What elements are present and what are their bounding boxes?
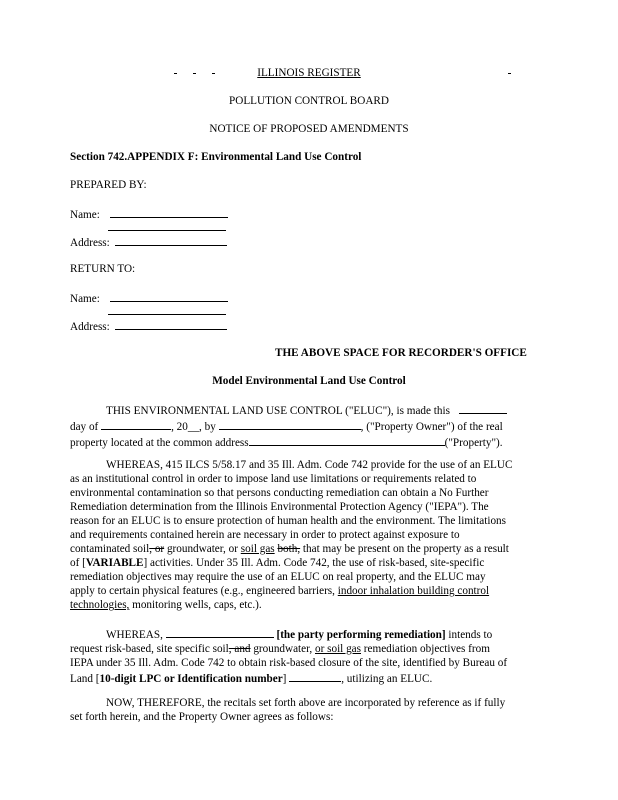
p2-line3: environmental contamination so that persons conducting remediation can obtain a No Further bbox=[70, 487, 489, 499]
prepared-by-address-field[interactable] bbox=[115, 234, 227, 246]
p1-owner-blank[interactable] bbox=[219, 418, 361, 430]
p3-line3: IEPA under 35 Ill. Adm. Code 742 to obtain risk-based closure of the site, identified by Bureau of bbox=[70, 657, 508, 669]
header-right-marks bbox=[500, 66, 519, 80]
p2-line4: Remediation determination from the Illinois Environmental Protection Agency ("IEPA"). The bbox=[70, 501, 489, 513]
p2-line6: and requirements contained herein are necessary in order to protect against exposure to bbox=[70, 529, 460, 541]
p1-property-owner: , ("Property Owner") of the real bbox=[360, 421, 503, 433]
return-to-blank-line[interactable] bbox=[108, 303, 226, 319]
header-board: POLLUTION CONTROL BOARD bbox=[229, 95, 389, 107]
p2-indoor-inhalation: indoor inhalation building control bbox=[337, 585, 490, 597]
p2-of: of [ bbox=[70, 557, 86, 569]
paragraph-eluc-intro bbox=[70, 402, 548, 450]
p3-party-performing: [the party performing remediation] bbox=[276, 629, 446, 641]
p3-or-soil-gas: or soil gas bbox=[315, 643, 361, 655]
p2-line10-start: apply to certain physical features (e.g., engineered barriers, bbox=[70, 585, 335, 597]
p2-line7-end: that may be present on the property as a result bbox=[302, 543, 509, 555]
p2-soil-gas: soil gas bbox=[240, 543, 275, 555]
p2-groundwater: groundwater, or bbox=[166, 543, 238, 555]
header-notice: NOTICE OF PROPOSED AMENDMENTS bbox=[209, 123, 409, 135]
paragraph-now-therefore bbox=[70, 696, 548, 724]
p3-line2-end: remediation objectives from bbox=[363, 643, 490, 655]
p2-struck-both: both, bbox=[277, 543, 301, 555]
return-to-heading: RETURN TO: bbox=[70, 263, 136, 275]
p3-bracket: ] bbox=[282, 673, 287, 685]
section-title: Section 742.APPENDIX F: Environmental Land Use Control bbox=[70, 151, 362, 163]
p3-whereas: WHEREAS, bbox=[106, 629, 163, 641]
p1-day-of: day of bbox=[70, 421, 99, 433]
p3-party-blank[interactable] bbox=[166, 626, 274, 638]
p2-line11-end: monitoring wells, caps, etc.). bbox=[132, 599, 262, 611]
p4-line2: set forth herein, and the Property Owner agrees as follows: bbox=[70, 711, 334, 723]
p1-address-blank[interactable] bbox=[249, 434, 445, 446]
prepared-by-address-row bbox=[70, 234, 227, 250]
p1-day-blank[interactable] bbox=[459, 402, 507, 414]
p4-line1: NOW, THEREFORE, the recitals set forth above are incorporated by reference as if fully bbox=[106, 697, 506, 709]
p3-lpc-blank[interactable] bbox=[289, 670, 341, 682]
p1-year-by: , 20__, by bbox=[171, 421, 216, 433]
p3-land: Land [ bbox=[70, 673, 100, 685]
p1-common-address: property located at the common address bbox=[70, 437, 249, 449]
header-register: ILLINOIS REGISTER bbox=[257, 67, 361, 79]
model-title: Model Environmental Land Use Control bbox=[212, 375, 406, 387]
p3-struck-and: , and bbox=[228, 643, 251, 655]
p3-groundwater: groundwater, bbox=[253, 643, 313, 655]
return-to-address-field[interactable] bbox=[115, 318, 227, 330]
prepared-by-address-label: Address: bbox=[70, 237, 110, 249]
prepared-by-name-field[interactable] bbox=[110, 206, 228, 218]
return-to-name-field[interactable] bbox=[110, 290, 228, 302]
p2-contaminated-soil: contaminated soil bbox=[70, 543, 150, 555]
paragraph-whereas-statute bbox=[70, 458, 548, 612]
p3-line4-end: , utilizing an ELUC. bbox=[341, 673, 433, 685]
p3-intends-to: intends to bbox=[448, 629, 493, 641]
prepared-by-blank-line[interactable] bbox=[108, 219, 226, 235]
p1-month-blank[interactable] bbox=[101, 418, 171, 430]
prepared-by-heading: PREPARED BY: bbox=[70, 179, 147, 191]
paragraph-whereas-remediation bbox=[70, 626, 548, 686]
recorder-space-heading: THE ABOVE SPACE FOR RECORDER'S OFFICE bbox=[275, 347, 527, 359]
p2-line1: WHEREAS, 415 ILCS 5/58.17 and 35 Ill. Adm. Code 742 provide for the use of an ELUC bbox=[106, 459, 513, 471]
p1-property: ("Property"). bbox=[444, 437, 503, 449]
return-to-address-row bbox=[70, 318, 227, 334]
p3-request-soil: request risk-based, site specific soil bbox=[70, 643, 229, 655]
p2-line8-end: ] activities. Under 35 Ill. Adm. Code 742, the use of risk-based, site-specific bbox=[143, 557, 485, 569]
p2-line2: as an institutional control in order to impose land use limitations or requirements related to bbox=[70, 473, 477, 485]
return-to-name-label: Name: bbox=[70, 293, 100, 305]
return-to-address-label: Address: bbox=[70, 321, 110, 333]
p1-line1: THIS ENVIRONMENTAL LAND USE CONTROL ("ELUC"), is made this bbox=[106, 405, 450, 417]
p2-line9: remediation objectives may require the use of an ELUC on real property, and the ELUC may bbox=[70, 571, 486, 583]
p2-line5: reason for an ELUC is to ensure protection of human health and the environment. The limitations bbox=[70, 515, 506, 527]
prepared-by-name-label: Name: bbox=[70, 209, 100, 221]
p3-lpc-number: 10-digit LPC or Identification number bbox=[99, 673, 283, 685]
p2-variable: VARIABLE bbox=[85, 557, 144, 569]
p2-technologies: technologies, bbox=[70, 599, 130, 611]
p2-struck-or: , or bbox=[149, 543, 165, 555]
